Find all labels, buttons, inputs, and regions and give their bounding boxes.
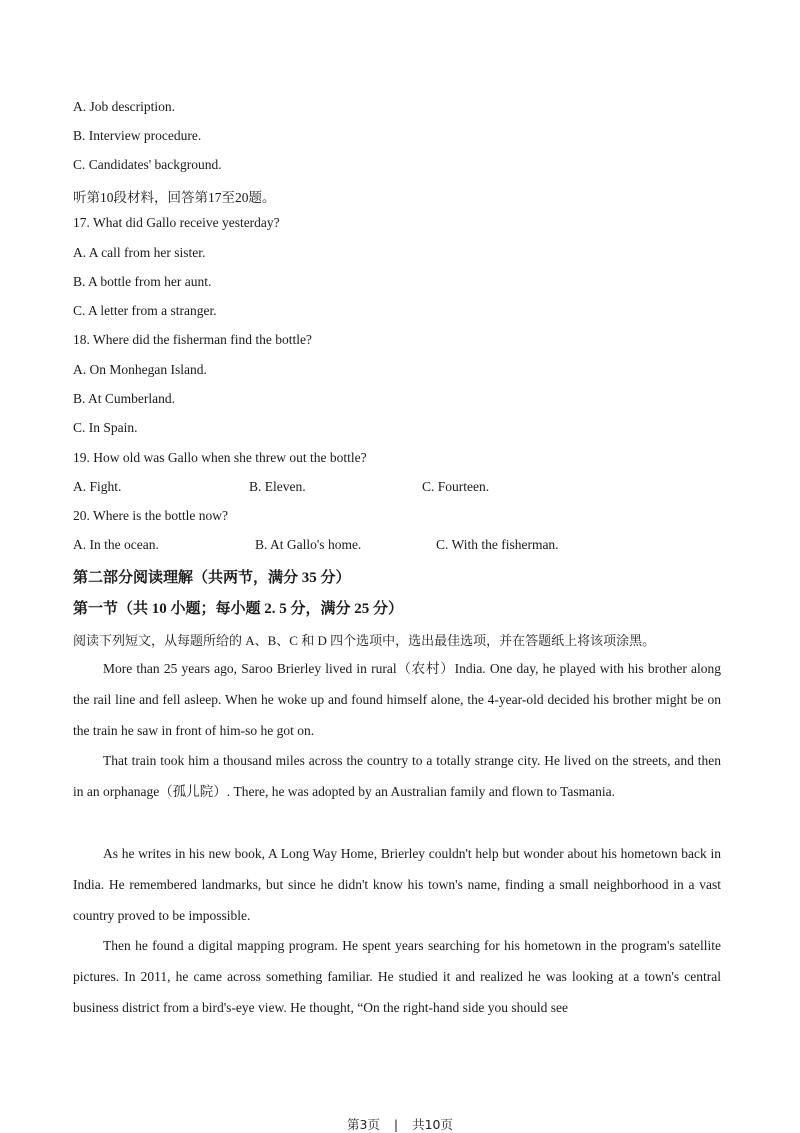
question-20-option-a: A. In the ocean.: [73, 537, 159, 552]
question-17-option-a: A. A call from her sister.: [73, 245, 206, 260]
question-19-option-b: B. Eleven.: [249, 479, 306, 494]
passage-paragraph-3-text: As he writes in his new book, A Long Way Home, Brierley couldn't help but wonder about his hometown back in India. He remembered landmarks, but since he didn't know his town's name, finding a small neighborhood in a vast country proved to be impossible.: [73, 846, 721, 923]
question-19-option-a: A. Fight.: [73, 479, 122, 494]
listening-instruction: 听第10段材料，回答第17至20题。: [73, 190, 276, 205]
total-pages: 共10页: [412, 1117, 454, 1132]
passage-paragraph-4: [73, 930, 721, 1023]
question-20-option-b: B. At Gallo's home.: [255, 537, 362, 552]
page-number: 第3页: [346, 1117, 380, 1132]
reading-instruction: 阅读下列短文，从每题所给的 A、B、C 和 D 四个选项中，选出最佳选项，并在答题纸上将该项涂黑。: [73, 633, 656, 648]
passage-paragraph-1: [73, 653, 721, 746]
option-a: A. Job description.: [73, 99, 175, 114]
question-17-stem: 17. What did Gallo receive yesterday?: [73, 215, 280, 230]
page-footer: [0, 1115, 800, 1133]
question-20-stem: 20. Where is the bottle now?: [73, 508, 228, 523]
question-18-option-a: A. On Monhegan Island.: [73, 362, 207, 377]
option-b: B. Interview procedure.: [73, 128, 202, 143]
question-18-stem: 18. Where did the fisherman find the bottle?: [73, 332, 312, 347]
passage-paragraph-2-text: That train took him a thousand miles across the country to a totally strange city. He lived on the streets, and then in an orphanage（孤儿院）. There, he was adopted by an Australian family and flown to Tasmania.: [73, 753, 721, 799]
question-17-option-c: C. A letter from a stranger.: [73, 303, 217, 318]
section1-heading: 第一节（共 10 小题；每小题 2. 5 分，满分 25 分）: [73, 601, 404, 617]
question-20-option-c: C. With the fisherman.: [436, 537, 559, 552]
question-19-stem: 19. How old was Gallo when she threw out the bottle?: [73, 450, 367, 465]
passage-paragraph-3: [73, 838, 721, 931]
question-17-option-b: B. A bottle from her aunt.: [73, 274, 212, 289]
footer-separator: |: [393, 1117, 399, 1132]
passage-paragraph-4-text: Then he found a digital mapping program. He spent years searching for his hometown in the program's satellite pictures. In 2011, he came across something familiar. He studied it and realized he was looking at a town's central business district from a bird's-eye view. He thought, “On the right-hand side you should see: [73, 938, 721, 1015]
part2-heading: 第二部分阅读理解（共两节，满分 35 分）: [73, 570, 351, 586]
passage-paragraph-2: [73, 745, 721, 807]
question-18-option-c: C. In Spain.: [73, 420, 138, 435]
option-c: C. Candidates' background.: [73, 157, 222, 172]
question-19-option-c: C. Fourteen.: [422, 479, 490, 494]
question-18-option-b: B. At Cumberland.: [73, 391, 175, 406]
passage-paragraph-1-text: More than 25 years ago, Saroo Brierley lived in rural（农村）India. One day, he played with his brother along the rail line and fell asleep. When he woke up and found himself alone, the 4-year-old decided his brother might be on the train he saw in front of him-so he got on.: [73, 661, 721, 738]
